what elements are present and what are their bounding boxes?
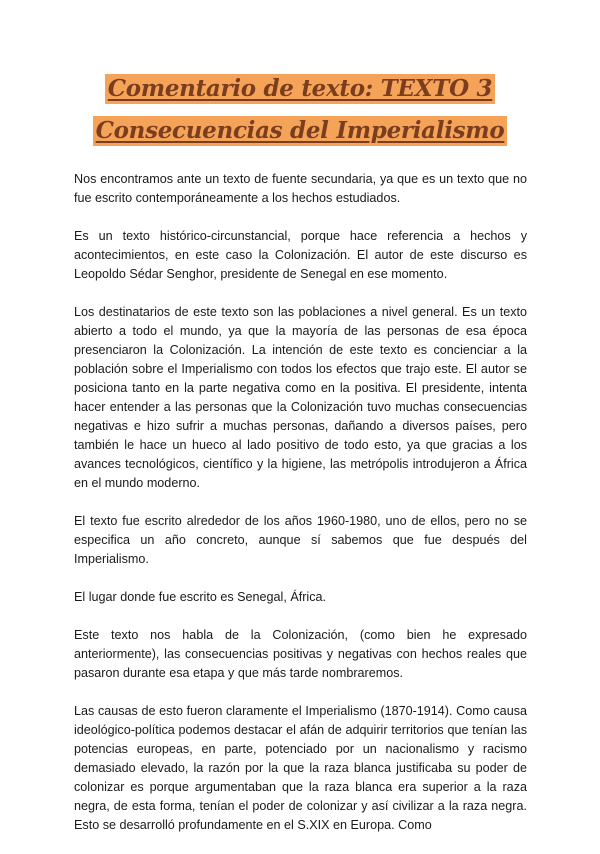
paragraph-topic: Este texto nos habla de la Colonización, (como bien he expresado anteriormente), las consecuencias positivas y negativas con hechos reales que pasaron durante esa etapa y que más tarde nombraremos.: [74, 628, 527, 680]
document-body: [74, 170, 527, 854]
paragraph-causes: Las causas de esto fueron claramente el Imperialismo (1870-1914). Como causa ideológico-política podemos destacar el afán de adquirir territorios que tenían las potencias europeas, en parte, potenciado por un nacionalismo y racismo demasiado elevado, la razón por la que la raza blanca justificaba su poder de colonizar es porque argumentaban que la raza blanca era superior a la raza negra, de esta forma, tenían el poder de colonizar y así civilizar a la raza negra. Esto se desarrolló profundamente en el S.XIX en Europa. Como: [74, 704, 527, 832]
paragraph-date: El texto fue escrito alrededor de los años 1960-1980, uno de ellos, pero no se especifica un año concreto, aunque sí sabemos que fue después del Imperialismo.: [74, 514, 527, 566]
title-line-1: Comentario de texto: TEXTO 3: [105, 74, 495, 104]
paragraph-source-type: Nos encontramos ante un texto de fuente secundaria, ya que es un texto que no fue escrito contemporáneamente a los hechos estudiados.: [74, 172, 527, 205]
title-line-2: Consecuencias del Imperialismo: [93, 116, 508, 146]
paragraph-recipients: Los destinatarios de este texto son las poblaciones a nivel general. Es un texto abierto a todo el mundo, ya que la mayoría de las personas de esa época presenciaron la Colonización. La intención de este texto es concienciar a la población sobre el Imperialismo con todos los efectos que trajo este. El autor se posiciona tanto en la parte negativa como en la positiva. El presidente, intenta hacer entender a las personas que la Colonización tuvo muchas consecuencias negativas e hizo sufrir a muchas personas, dañando a diversos países, pero también le hace un hueco al lado positivo de todo esto, ya que gracias a los avances tecnológicos, científico y la higiene, las metrópolis introdujeron a África en el mundo moderno.: [74, 305, 527, 490]
document-title: [0, 74, 600, 146]
paragraph-text-type: Es un texto histórico-circunstancial, porque hace referencia a hechos y acontecimientos, en este caso la Colonización. El autor de este discurso es Leopoldo Sédar Senghor, presidente de Senegal en ese momento.: [74, 229, 527, 281]
paragraph-place: El lugar donde fue escrito es Senegal, África.: [74, 590, 327, 604]
